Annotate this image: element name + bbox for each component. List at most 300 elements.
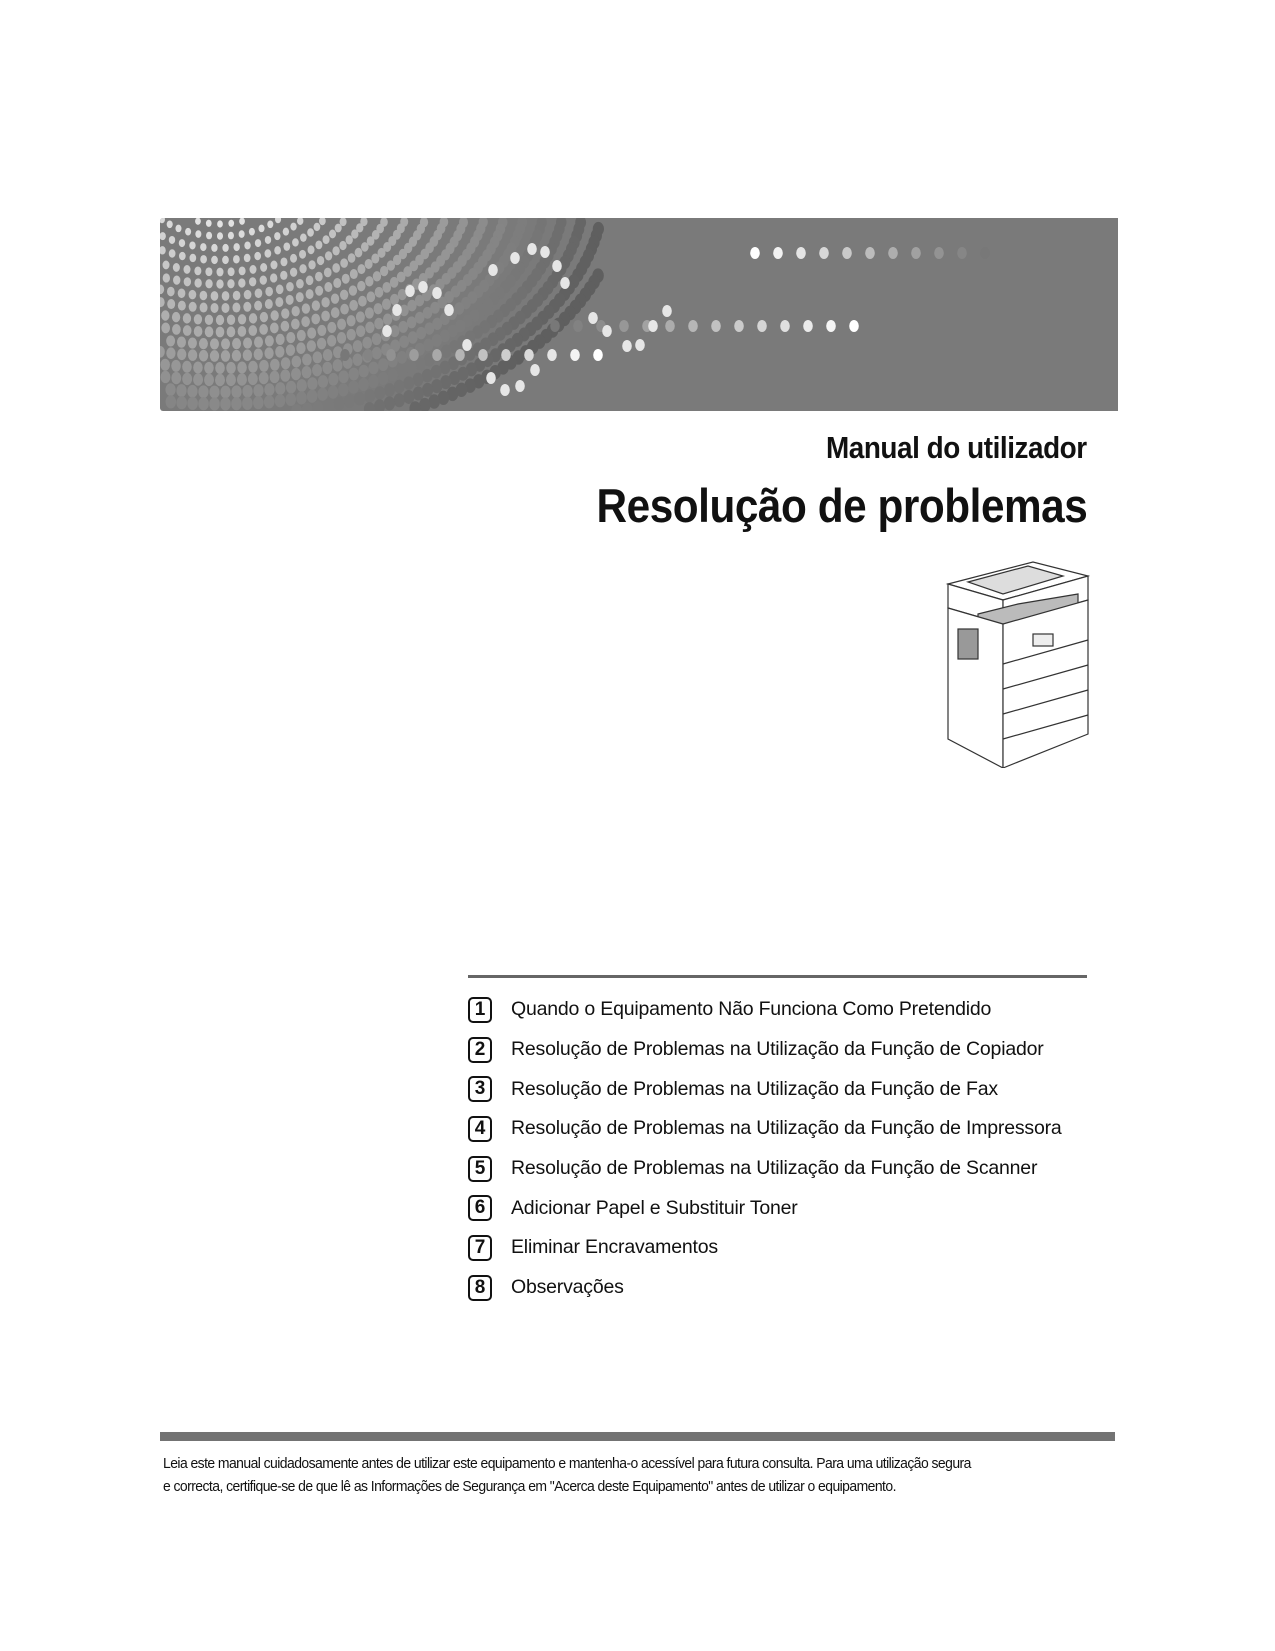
pattern-dot bbox=[232, 350, 241, 362]
pattern-dot bbox=[403, 390, 414, 404]
pattern-dot bbox=[221, 350, 230, 362]
pattern-dot bbox=[297, 330, 306, 341]
pattern-dot bbox=[340, 349, 350, 361]
toc-item-3[interactable] bbox=[468, 1069, 1062, 1109]
pattern-dot bbox=[286, 344, 295, 356]
pattern-dot bbox=[195, 218, 201, 225]
pattern-dot bbox=[211, 256, 218, 264]
pattern-dot bbox=[283, 242, 290, 250]
pattern-dot bbox=[243, 349, 252, 361]
pattern-dot bbox=[199, 338, 208, 349]
pattern-dot bbox=[297, 218, 303, 225]
pattern-dot bbox=[358, 296, 367, 307]
footer-line-1: Leia este manual cuidadosamente antes de utilizar este equipamento e mantenha-o acessível para futura consulta. Para uma utilização segura bbox=[163, 1455, 971, 1472]
pattern-dot bbox=[160, 218, 165, 223]
pattern-dot bbox=[349, 368, 359, 381]
pattern-dot bbox=[244, 290, 252, 300]
chapter-number-badge: 8 bbox=[468, 1275, 492, 1301]
pattern-dot bbox=[165, 383, 175, 396]
pattern-dot bbox=[286, 295, 294, 305]
pattern-dot bbox=[444, 304, 454, 316]
pattern-dot bbox=[167, 220, 173, 228]
pattern-dot bbox=[276, 334, 285, 345]
pattern-dot bbox=[265, 236, 271, 244]
pattern-dot bbox=[283, 228, 289, 236]
pattern-dot bbox=[355, 248, 363, 258]
pattern-dot bbox=[183, 313, 191, 323]
pattern-dot bbox=[239, 266, 246, 275]
pattern-dot bbox=[386, 349, 396, 361]
pattern-dot bbox=[819, 247, 829, 259]
pattern-dot bbox=[206, 220, 212, 227]
pattern-dot bbox=[233, 291, 241, 301]
pattern-dot bbox=[362, 337, 372, 349]
pattern-dot bbox=[328, 373, 338, 386]
pattern-dot bbox=[307, 327, 316, 338]
pattern-dot bbox=[193, 373, 203, 385]
pattern-dot bbox=[324, 282, 332, 292]
pattern-dot bbox=[264, 383, 274, 396]
pattern-dot bbox=[166, 395, 177, 408]
pattern-dot bbox=[365, 322, 374, 334]
pattern-dot bbox=[351, 229, 358, 238]
toc-item-7[interactable] bbox=[468, 1228, 1062, 1268]
pattern-dot bbox=[270, 371, 280, 383]
pattern-dot bbox=[226, 362, 236, 374]
pattern-dot bbox=[842, 247, 852, 259]
pattern-dot bbox=[312, 364, 322, 376]
pattern-dot bbox=[176, 384, 186, 397]
pattern-dot bbox=[388, 368, 399, 381]
pattern-dot bbox=[688, 320, 698, 332]
pattern-dot bbox=[455, 349, 465, 361]
pattern-dot bbox=[243, 337, 252, 348]
pattern-dot bbox=[275, 218, 281, 223]
pattern-dot bbox=[228, 232, 234, 240]
pattern-dot bbox=[291, 368, 301, 380]
pattern-dot bbox=[399, 336, 409, 348]
pattern-dot bbox=[311, 314, 320, 325]
pattern-dot bbox=[405, 285, 415, 297]
pattern-dot bbox=[333, 278, 341, 288]
pattern-dot bbox=[348, 381, 359, 394]
pattern-dot bbox=[530, 364, 540, 376]
pattern-dot bbox=[182, 361, 192, 373]
pattern-dot bbox=[215, 374, 225, 386]
pattern-dot bbox=[372, 333, 382, 345]
pattern-dot bbox=[382, 325, 392, 337]
pattern-dot bbox=[175, 225, 181, 233]
pattern-dot bbox=[220, 386, 230, 399]
pattern-dot bbox=[281, 321, 290, 332]
pattern-dot bbox=[244, 254, 251, 262]
pattern-dot bbox=[211, 244, 217, 252]
pattern-dot bbox=[418, 281, 428, 293]
pattern-dot bbox=[297, 379, 307, 392]
pattern-dot bbox=[337, 319, 346, 330]
pattern-dot bbox=[398, 321, 408, 333]
pattern-dot bbox=[390, 294, 399, 305]
pattern-dot bbox=[238, 314, 246, 324]
pattern-dot bbox=[354, 392, 365, 406]
pattern-dot bbox=[317, 256, 324, 265]
pattern-dot bbox=[353, 353, 363, 365]
toc-divider bbox=[468, 975, 1087, 978]
pattern-dot bbox=[222, 244, 228, 252]
pattern-dot bbox=[299, 264, 306, 273]
pattern-dot bbox=[374, 318, 383, 330]
pattern-dot bbox=[306, 289, 314, 299]
pattern-dot bbox=[228, 220, 234, 227]
pattern-dot bbox=[849, 320, 859, 332]
pattern-dot bbox=[199, 350, 208, 362]
pattern-dot bbox=[259, 372, 269, 384]
pattern-dot bbox=[290, 223, 296, 231]
pattern-dot bbox=[358, 378, 369, 391]
pattern-dot bbox=[244, 241, 250, 249]
pattern-dot bbox=[911, 247, 921, 259]
chapter-title: Resolução de Problemas na Utilização da Função de Fax bbox=[511, 1077, 998, 1100]
pattern-dot bbox=[259, 324, 268, 335]
pattern-dot bbox=[375, 287, 384, 298]
toc-item-2[interactable] bbox=[468, 1030, 1062, 1070]
pattern-dot bbox=[160, 285, 164, 295]
chapter-number-badge: 3 bbox=[468, 1076, 492, 1102]
pattern-dot bbox=[337, 332, 346, 344]
pattern-dot bbox=[347, 329, 356, 341]
pattern-dot bbox=[255, 239, 261, 247]
pattern-dot bbox=[552, 260, 562, 272]
pattern-dot bbox=[249, 313, 257, 323]
pattern-dot bbox=[432, 349, 442, 361]
pattern-dot bbox=[259, 360, 269, 372]
pattern-dot bbox=[313, 351, 323, 363]
pattern-dot bbox=[183, 265, 190, 274]
pattern-dot bbox=[178, 288, 186, 298]
pattern-dot bbox=[179, 252, 186, 260]
chapter-number-badge: 2 bbox=[468, 1037, 492, 1063]
pattern-dot bbox=[317, 325, 326, 336]
pattern-dot bbox=[367, 291, 376, 302]
pattern-dot bbox=[540, 246, 550, 258]
pattern-dot bbox=[348, 253, 356, 263]
pattern-dot bbox=[486, 372, 496, 384]
manual-subtitle: Manual do utilizador bbox=[826, 430, 1087, 465]
pattern-dot bbox=[160, 371, 170, 383]
pattern-dot bbox=[462, 339, 472, 351]
pattern-dot bbox=[408, 331, 418, 343]
pattern-dot bbox=[371, 254, 379, 264]
pattern-dot bbox=[187, 385, 197, 398]
pattern-dot bbox=[934, 247, 944, 259]
pattern-dot bbox=[323, 349, 333, 361]
pattern-dot bbox=[340, 304, 349, 315]
pattern-dot bbox=[194, 326, 203, 337]
pattern-dot bbox=[189, 254, 196, 262]
chapter-title: Resolução de Problemas na Utilização da Função de Scanner bbox=[511, 1157, 1038, 1180]
chapter-title: Resolução de Problemas na Utilização da Função de Copiador bbox=[511, 1038, 1044, 1061]
pattern-dot bbox=[300, 233, 307, 241]
pattern-dot bbox=[221, 303, 229, 313]
pattern-dot bbox=[344, 394, 355, 408]
pattern-dot bbox=[290, 268, 297, 277]
pattern-dot bbox=[382, 299, 391, 310]
pattern-dot bbox=[216, 279, 223, 288]
pattern-dot bbox=[331, 294, 339, 304]
pattern-dot bbox=[390, 277, 399, 288]
pattern-dot bbox=[205, 315, 213, 325]
pattern-dot bbox=[253, 396, 264, 409]
pattern-dot bbox=[359, 365, 369, 378]
pattern-dot bbox=[200, 243, 206, 251]
pattern-dot bbox=[249, 277, 256, 286]
pattern-dot bbox=[161, 310, 169, 320]
pattern-dot bbox=[204, 374, 214, 386]
pattern-dot bbox=[338, 383, 349, 396]
pattern-dot bbox=[588, 312, 598, 324]
pattern-dot bbox=[356, 325, 365, 337]
pattern-dot bbox=[254, 252, 261, 260]
pattern-dot bbox=[254, 348, 263, 360]
pattern-dot bbox=[200, 303, 208, 313]
pattern-dot bbox=[167, 287, 175, 297]
toc-item-4[interactable] bbox=[468, 1109, 1062, 1149]
pattern-dot bbox=[254, 337, 263, 348]
pattern-dot bbox=[296, 279, 304, 289]
pattern-dot bbox=[226, 374, 236, 386]
pattern-dot bbox=[665, 320, 675, 332]
pattern-dot bbox=[635, 339, 645, 351]
pattern-dot bbox=[803, 320, 813, 332]
pattern-dot bbox=[270, 323, 279, 334]
pattern-dot bbox=[286, 381, 296, 394]
pattern-dot bbox=[232, 338, 241, 349]
toc-item-5[interactable] bbox=[468, 1149, 1062, 1189]
pattern-dot bbox=[228, 267, 235, 276]
pattern-dot bbox=[515, 380, 525, 392]
dot-pattern-graphic bbox=[160, 218, 1118, 411]
pattern-dot bbox=[227, 326, 236, 337]
toc-item-8[interactable] bbox=[468, 1268, 1062, 1308]
pattern-dot bbox=[409, 349, 419, 361]
chapter-title: Resolução de Problemas na Utilização da Função de Impressora bbox=[511, 1117, 1062, 1140]
pattern-dot bbox=[166, 335, 175, 346]
pattern-dot bbox=[478, 349, 488, 361]
pattern-dot bbox=[188, 337, 197, 348]
pattern-dot bbox=[308, 260, 315, 269]
pattern-dot bbox=[796, 247, 806, 259]
pattern-dot bbox=[275, 297, 283, 307]
pattern-dot bbox=[394, 393, 405, 407]
pattern-dot bbox=[204, 362, 214, 374]
pattern-dot bbox=[169, 236, 175, 244]
pattern-dot bbox=[364, 389, 375, 403]
pattern-dot bbox=[307, 340, 316, 352]
pattern-dot bbox=[319, 218, 326, 225]
pattern-dot bbox=[260, 263, 267, 272]
pattern-dot bbox=[242, 397, 253, 410]
pattern-dot bbox=[215, 362, 225, 374]
pattern-dot bbox=[205, 326, 214, 337]
pattern-dot bbox=[233, 243, 239, 251]
pattern-dot bbox=[205, 267, 212, 276]
pattern-dot bbox=[826, 320, 836, 332]
pattern-dot bbox=[335, 224, 342, 233]
pattern-dot bbox=[501, 349, 511, 361]
chapter-title: Adicionar Papel e Substituir Toner bbox=[511, 1196, 798, 1219]
pattern-dot bbox=[323, 235, 330, 244]
pattern-dot bbox=[210, 338, 219, 349]
pattern-dot bbox=[384, 383, 395, 397]
pattern-dot bbox=[327, 322, 336, 333]
pattern-dot bbox=[238, 326, 247, 337]
pattern-dot bbox=[264, 395, 275, 408]
pattern-dot bbox=[349, 300, 358, 311]
pattern-dot bbox=[662, 305, 672, 317]
pattern-dot bbox=[353, 340, 363, 352]
pattern-dot bbox=[524, 349, 534, 361]
pattern-dot bbox=[296, 342, 305, 354]
pattern-dot bbox=[173, 263, 180, 272]
pattern-dot bbox=[239, 218, 245, 225]
pattern-dot bbox=[350, 269, 358, 279]
pattern-dot bbox=[383, 314, 392, 326]
pattern-dot bbox=[189, 241, 195, 249]
pattern-dot bbox=[318, 375, 328, 388]
chapter-title: Eliminar Encravamentos bbox=[511, 1236, 718, 1259]
pattern-dot bbox=[334, 397, 345, 411]
pattern-dot bbox=[220, 397, 231, 410]
pattern-dot bbox=[325, 251, 332, 260]
pattern-dot bbox=[306, 276, 314, 286]
toc-item-6[interactable] bbox=[468, 1188, 1062, 1228]
pattern-dot bbox=[357, 281, 365, 291]
pattern-dot bbox=[307, 228, 314, 236]
pattern-dot bbox=[382, 282, 391, 293]
pattern-dot bbox=[187, 397, 198, 410]
pattern-dot bbox=[267, 220, 273, 228]
pattern-dot bbox=[547, 349, 557, 361]
pattern-dot bbox=[980, 247, 990, 259]
pattern-dot bbox=[296, 391, 307, 404]
pattern-dot bbox=[210, 350, 219, 362]
pattern-dot bbox=[356, 311, 365, 322]
pattern-dot bbox=[172, 324, 181, 335]
pattern-dot bbox=[166, 347, 175, 359]
pattern-dot bbox=[368, 362, 378, 375]
pattern-dot bbox=[258, 225, 264, 233]
pattern-dot bbox=[315, 240, 322, 249]
pattern-dot bbox=[265, 287, 273, 297]
pattern-dot bbox=[328, 386, 339, 399]
pattern-dot bbox=[274, 246, 281, 254]
pattern-dot bbox=[292, 306, 300, 316]
pattern-dot bbox=[380, 266, 388, 276]
pattern-dot bbox=[286, 393, 297, 406]
pattern-dot bbox=[378, 358, 388, 371]
pattern-dot bbox=[329, 230, 336, 239]
pattern-dot bbox=[171, 360, 181, 372]
pattern-dot bbox=[271, 310, 279, 320]
pattern-dot bbox=[365, 276, 373, 286]
pattern-dot bbox=[198, 385, 208, 398]
pattern-dot bbox=[292, 238, 299, 246]
toc-item-1[interactable] bbox=[468, 990, 1062, 1030]
pattern-dot bbox=[275, 394, 286, 407]
pattern-dot bbox=[500, 384, 510, 396]
pattern-dot bbox=[265, 299, 273, 309]
pattern-dot bbox=[865, 247, 875, 259]
pattern-dot bbox=[239, 230, 245, 238]
pattern-dot bbox=[510, 252, 520, 264]
pattern-dot bbox=[384, 396, 395, 410]
pattern-dot bbox=[361, 242, 369, 252]
pattern-dot bbox=[270, 273, 277, 282]
pattern-dot bbox=[413, 387, 424, 401]
pattern-dot bbox=[194, 278, 201, 287]
pattern-dot bbox=[374, 303, 383, 314]
pattern-dot bbox=[217, 232, 223, 240]
pattern-dot bbox=[195, 230, 201, 238]
pattern-dot bbox=[406, 361, 417, 374]
pattern-dot bbox=[368, 375, 379, 388]
manual-title: Resolução de problemas bbox=[596, 479, 1087, 532]
pattern-dot bbox=[169, 249, 176, 257]
pattern-dot bbox=[222, 256, 229, 264]
pattern-dot bbox=[365, 307, 374, 318]
pattern-dot bbox=[302, 303, 310, 313]
pattern-dot bbox=[346, 235, 353, 244]
pattern-dot bbox=[173, 276, 180, 285]
pattern-dot bbox=[281, 357, 291, 369]
pattern-dot bbox=[198, 397, 209, 410]
pattern-dot bbox=[397, 365, 408, 378]
pattern-dot bbox=[270, 261, 277, 270]
pattern-dot bbox=[171, 372, 181, 384]
pattern-dot bbox=[177, 337, 186, 348]
chapter-number-badge: 5 bbox=[468, 1156, 492, 1182]
pattern-dot bbox=[340, 290, 348, 300]
footer-notice bbox=[163, 1452, 1056, 1498]
pattern-dot bbox=[301, 316, 310, 327]
pattern-dot bbox=[200, 291, 208, 301]
chapter-number-badge: 6 bbox=[468, 1195, 492, 1221]
pattern-dot bbox=[194, 314, 202, 324]
pattern-dot bbox=[216, 268, 223, 277]
pattern-dot bbox=[160, 246, 166, 254]
pattern-dot bbox=[254, 301, 262, 311]
pattern-dot bbox=[347, 315, 356, 326]
printer-illustration bbox=[938, 554, 1090, 768]
pattern-dot bbox=[333, 359, 343, 371]
pattern-dot bbox=[357, 264, 365, 274]
pattern-dot bbox=[349, 285, 357, 295]
pattern-dot bbox=[209, 386, 219, 399]
pattern-dot bbox=[221, 338, 230, 349]
pattern-dot bbox=[185, 228, 191, 236]
pattern-dot bbox=[321, 297, 329, 307]
pattern-dot bbox=[372, 347, 382, 359]
pattern-dot bbox=[160, 346, 165, 358]
pattern-dot bbox=[286, 282, 294, 292]
chapter-number-badge: 1 bbox=[468, 997, 492, 1023]
pattern-dot bbox=[339, 370, 349, 383]
pattern-dot bbox=[264, 347, 273, 359]
pattern-dot bbox=[332, 263, 340, 273]
pattern-dot bbox=[248, 325, 257, 336]
cover-banner bbox=[160, 218, 1118, 411]
pattern-dot bbox=[184, 277, 191, 286]
